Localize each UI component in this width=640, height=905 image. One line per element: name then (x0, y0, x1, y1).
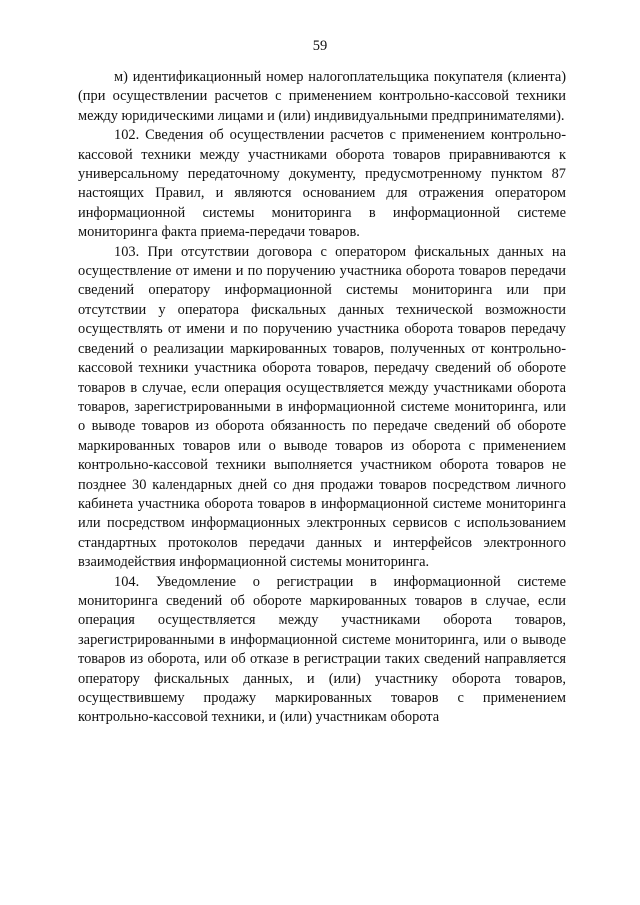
document-body (78, 68, 566, 728)
page-number: 59 (312, 38, 328, 54)
paragraph-102: 102. Сведения об осуществлении расчетов с применением контрольно-кассовой техники между участниками оборота товаров приравниваются к универсальному передаточному документу, предусмотренному пунктом 87 настоящих Правил, и являются основанием для отражения оператором информационной системы мониторинга в информационной системе мониторинга факта приема-передачи товаров. (78, 127, 566, 241)
paragraph-104: 104. Уведомление о регистрации в информационной системе мониторинга сведений об обороте маркированных товаров в случае, если операция осуществляется между участниками оборота товаров, зарегистрированными в информационной системе мониторинга, или о выводе товаров из оборота, или об отказе в регистрации таких сведений направляется оператору фискальных данных, и (или) участнику оборота товаров, осуществившему продажу маркированных товаров с применением контрольно-кассовой техники, и (или) участникам оборота (78, 573, 566, 726)
paragraph-m: м) идентификационный номер налогоплательщика покупателя (клиента) (при осуществлении расчетов с применением контрольно-кассовой техники между юридическими лицами и (или) индивидуальными предпринимателями). (78, 69, 566, 124)
paragraph-103: 103. При отсутствии договора с оператором фискальных данных на осуществление от имени и по поручению участника оборота товаров передачи сведений оператору информационной системы мониторинга или при отсутствии у оператора фискальных данных технической возможности осуществлять от имени и по поручению участника оборота товаров передачу сведений о реализации маркированных товаров, полученных от контрольно-кассовой техники участника оборота товаров, передачу сведений об обороте товаров в случае, если операция осуществляется между участниками оборота товаров, зарегистрированными в информационной системе мониторинга, или о выводе товаров из оборота обязанность по передаче сведений об обороте маркированных товаров или о выводе товаров из оборота с применением контрольно-кассовой техники выполняется участником оборота товаров не позднее 30 календарных дней со дня продажи товаров посредством личного кабинета участника оборота товаров в информационной системе мониторинга или посредством информационных электронных сервисов с использованием стандартных протоколов передачи данных и интерфейсов электронного взаимодействия информационной системы мониторинга. (78, 243, 566, 571)
